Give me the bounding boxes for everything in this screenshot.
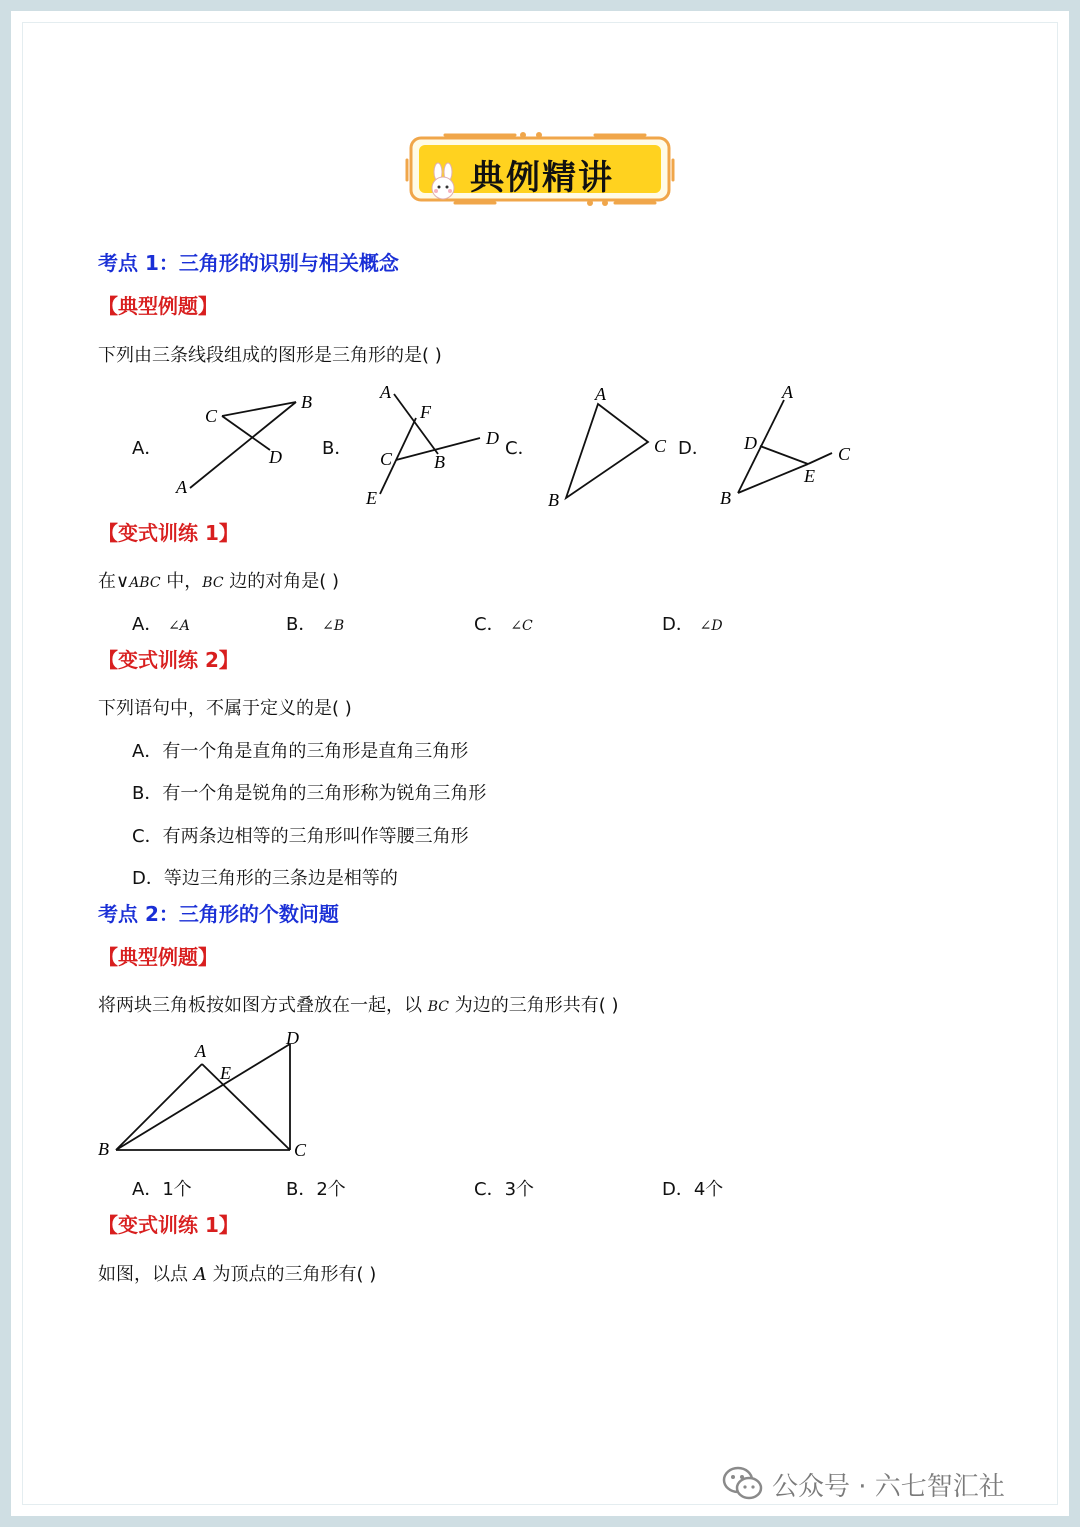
fig-b-label-f: F	[420, 402, 431, 422]
topic1-example-question: 下列由三条线段组成的图形是三角形的是( )	[98, 345, 442, 366]
fig-option-b-label: B．	[322, 438, 353, 459]
topic2-option-c: C．3个	[474, 1179, 535, 1200]
topic1-practice2-option-d: D．等边三角形的三条边是相等的	[132, 868, 398, 889]
topic1-practice1-option-c: C． ∠C	[474, 614, 533, 635]
fig-b-label-b: B	[434, 452, 445, 472]
topic2-example-tag: 【典型例题】	[98, 945, 218, 969]
fig-b-label-c: C	[380, 449, 393, 469]
fig-b-label-a: A	[380, 382, 391, 402]
figure-b	[358, 378, 508, 513]
topic1-practice2-tag: 【变式训练 2】	[98, 648, 239, 672]
topic1-practice1-option-d: D． ∠D	[662, 614, 723, 635]
topic1-example-tag: 【典型例题】	[98, 294, 218, 318]
topic2-practice1-tag: 【变式训练 1】	[98, 1213, 239, 1237]
watermark-text: 公众号 · 六七智汇社	[772, 1472, 1005, 1502]
fig-c-label-c: C	[654, 436, 667, 456]
fig-a-label-b: B	[301, 392, 312, 412]
fig-d-label-a: A	[782, 382, 793, 402]
topic1-practice1-question: 在∨ABC 中，BC 边的对角是( )	[98, 571, 340, 592]
fig-c-label-a: A	[595, 384, 606, 404]
fig-option-c-label: C．	[505, 438, 536, 459]
fig-c-label-b: B	[548, 490, 559, 510]
topic1-practice1-option-a: A． ∠A	[132, 614, 190, 635]
fig-b-label-e: E	[366, 488, 377, 508]
banner-title: 典例精讲	[470, 158, 614, 198]
fig-d-label-b: B	[720, 488, 731, 508]
figure-a	[168, 385, 328, 505]
fig-option-a-label: A．	[132, 438, 163, 459]
topic2-fig-label-b: B	[98, 1139, 109, 1159]
topic1-practice2-question: 下列语句中，不属于定义的是( )	[98, 698, 352, 719]
fig-b-label-d: D	[486, 428, 499, 448]
topic2-example-question: 将两块三角板按如图方式叠放在一起，以 BC 为边的三角形共有( )	[98, 995, 619, 1016]
topic2-option-b: B．2个	[286, 1179, 346, 1200]
fig-a-label-c: C	[205, 406, 218, 426]
topic2-fig-label-e: E	[220, 1063, 231, 1083]
topic1-practice1-tag: 【变式训练 1】	[98, 521, 239, 545]
topic2-fig-label-c: C	[294, 1140, 307, 1160]
fig-d-label-c: C	[838, 444, 851, 464]
wechat-icon	[722, 1464, 764, 1502]
fig-d-label-e: E	[804, 466, 815, 486]
figure-c	[540, 380, 680, 510]
topic2-title: 考点 2：三角形的个数问题	[98, 902, 339, 926]
topic1-title: 考点 1：三角形的识别与相关概念	[98, 251, 399, 275]
topic1-practice2-option-c: C．有两条边相等的三角形叫作等腰三角形	[132, 826, 469, 847]
fig-a-label-a: A	[176, 477, 187, 497]
topic2-practice1-question: 如图，以点 A 为顶点的三角形有( )	[98, 1264, 377, 1285]
fig-option-d-label: D．	[678, 438, 710, 459]
topic2-option-a: A．1个	[132, 1179, 192, 1200]
figure-d	[712, 378, 862, 513]
topic1-practice2-option-a: A．有一个角是直角的三角形是直角三角形	[132, 741, 469, 762]
fig-a-label-d: D	[269, 447, 282, 467]
topic2-fig-label-a: A	[195, 1041, 206, 1061]
topic2-fig-label-d: D	[286, 1028, 299, 1048]
topic2-figure	[92, 1024, 332, 1164]
topic1-practice1-option-b: B． ∠B	[286, 614, 345, 635]
topic2-option-d: D．4个	[662, 1179, 724, 1200]
topic1-practice2-option-b: B．有一个角是锐角的三角形称为锐角三角形	[132, 783, 487, 804]
fig-d-label-d: D	[744, 433, 757, 453]
